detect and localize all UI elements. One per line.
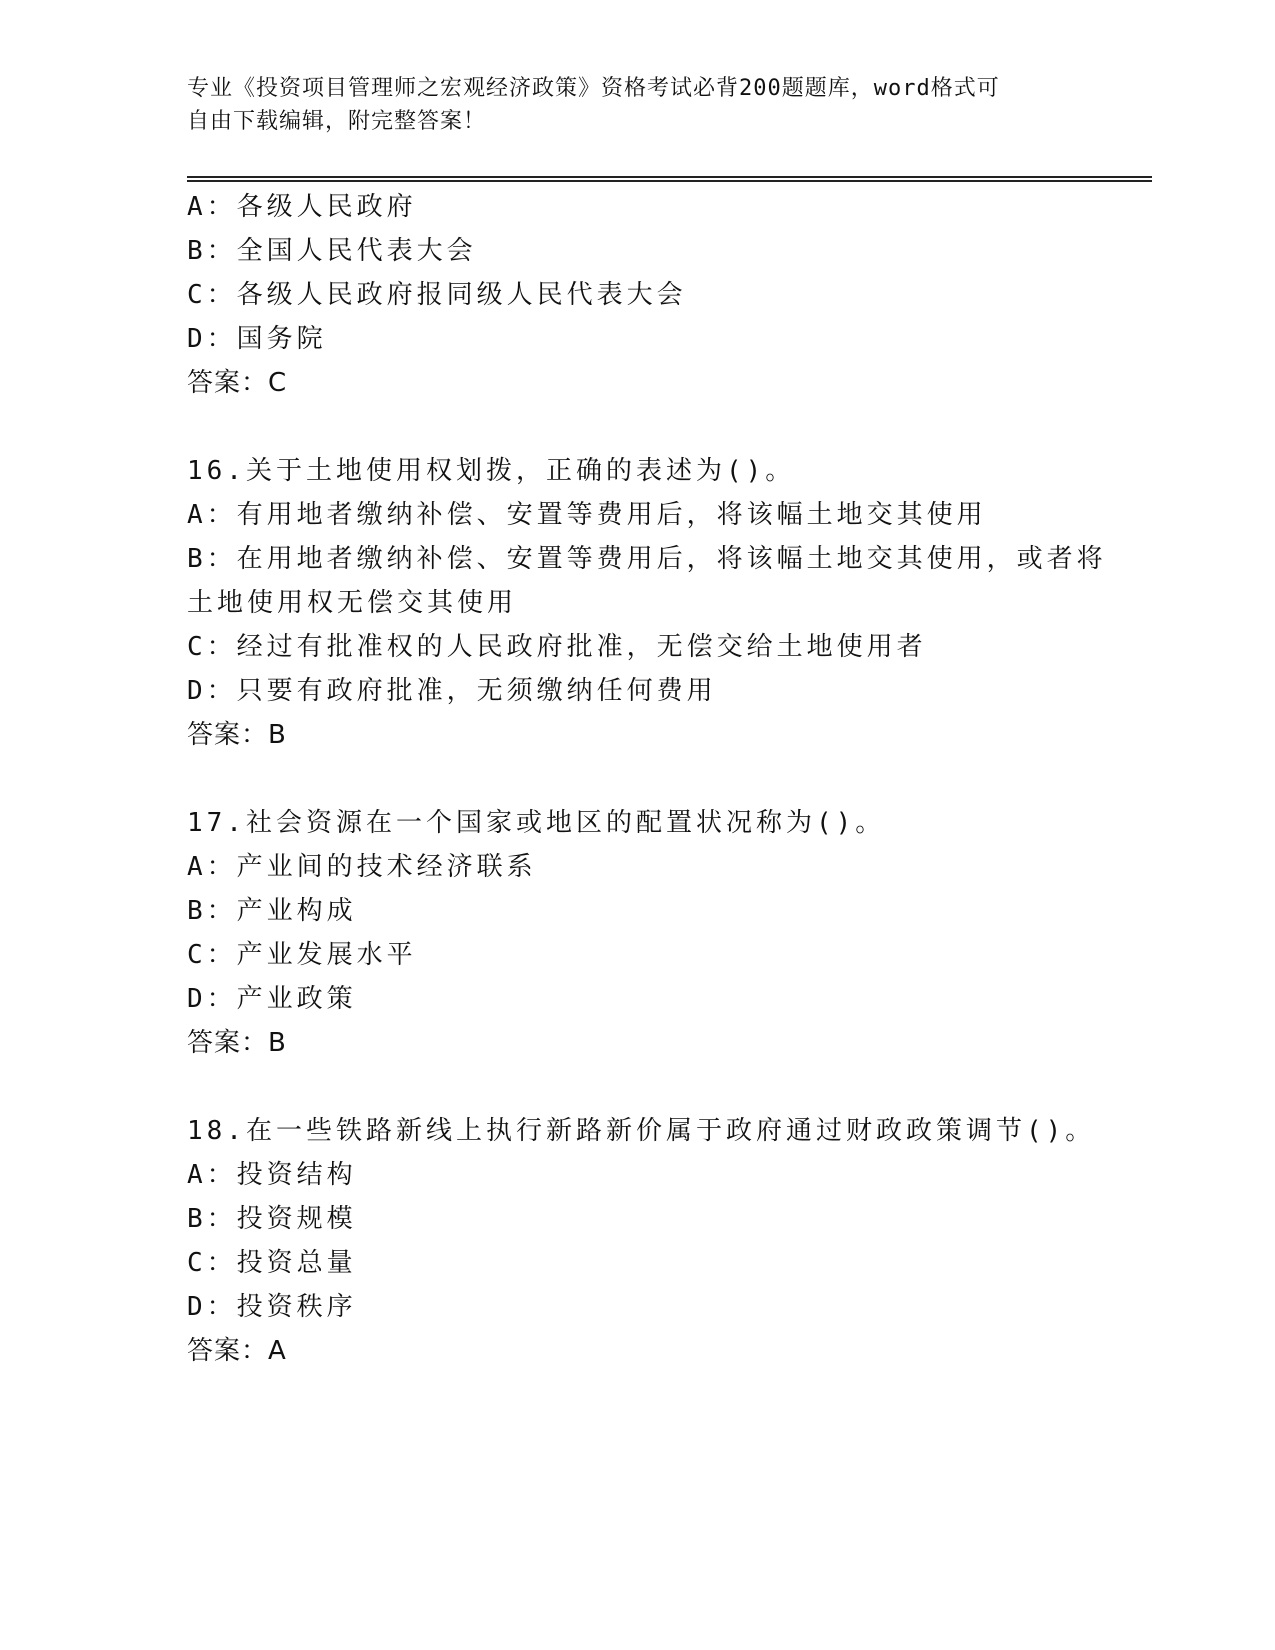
- q16-option-c: C：经过有批准权的人民政府批准，无偿交给土地使用者: [187, 632, 927, 662]
- document-header: [187, 72, 1067, 138]
- q15-option-d: D：国务院: [187, 324, 327, 354]
- q16-answer: 答案：B: [187, 720, 287, 750]
- q16-stem: 16.关于土地使用权划拨，正确的表述为()。: [187, 456, 796, 486]
- header-line-1: 专业《投资项目管理师之宏观经济政策》资格考试必背200题题库，word格式可: [187, 76, 1000, 101]
- q18-option-b: B：投资规模: [187, 1204, 357, 1234]
- q18-option-d: D：投资秩序: [187, 1292, 357, 1322]
- q15-option-a: A：各级人民政府: [187, 192, 417, 222]
- header-divider: [187, 176, 1152, 182]
- q16-option-a: A：有用地者缴纳补偿、安置等费用后，将该幅土地交其使用: [187, 500, 987, 530]
- q18-option-c: C：投资总量: [187, 1248, 357, 1278]
- q18-option-a: A：投资结构: [187, 1160, 357, 1190]
- header-line-2: 自由下载编辑，附完整答案！: [187, 109, 487, 134]
- q17-option-d: D：产业政策: [187, 984, 357, 1014]
- q16-option-b: B：在用地者缴纳补偿、安置等费用后，将该幅土地交其使用，或者将: [187, 544, 1107, 574]
- q17-option-a: A：产业间的技术经济联系: [187, 852, 537, 882]
- q15-answer: 答案：C: [187, 368, 288, 398]
- q17-stem: 17.社会资源在一个国家或地区的配置状况称为()。: [187, 808, 886, 838]
- q16-option-d: D：只要有政府批准，无须缴纳任何费用: [187, 676, 717, 706]
- q15-option-c: C：各级人民政府报同级人民代表大会: [187, 280, 687, 310]
- q17-option-b: B：产业构成: [187, 896, 357, 926]
- q18-answer: 答案：A: [187, 1336, 287, 1366]
- q16-option-b-continued: 土地使用权无偿交其使用: [187, 588, 518, 618]
- q15-option-b: B：全国人民代表大会: [187, 236, 477, 266]
- q17-answer: 答案：B: [187, 1028, 287, 1058]
- q17-option-c: C：产业发展水平: [187, 940, 417, 970]
- q18-stem: 18.在一些铁路新线上执行新路新价属于政府通过财政政策调节()。: [187, 1116, 1096, 1146]
